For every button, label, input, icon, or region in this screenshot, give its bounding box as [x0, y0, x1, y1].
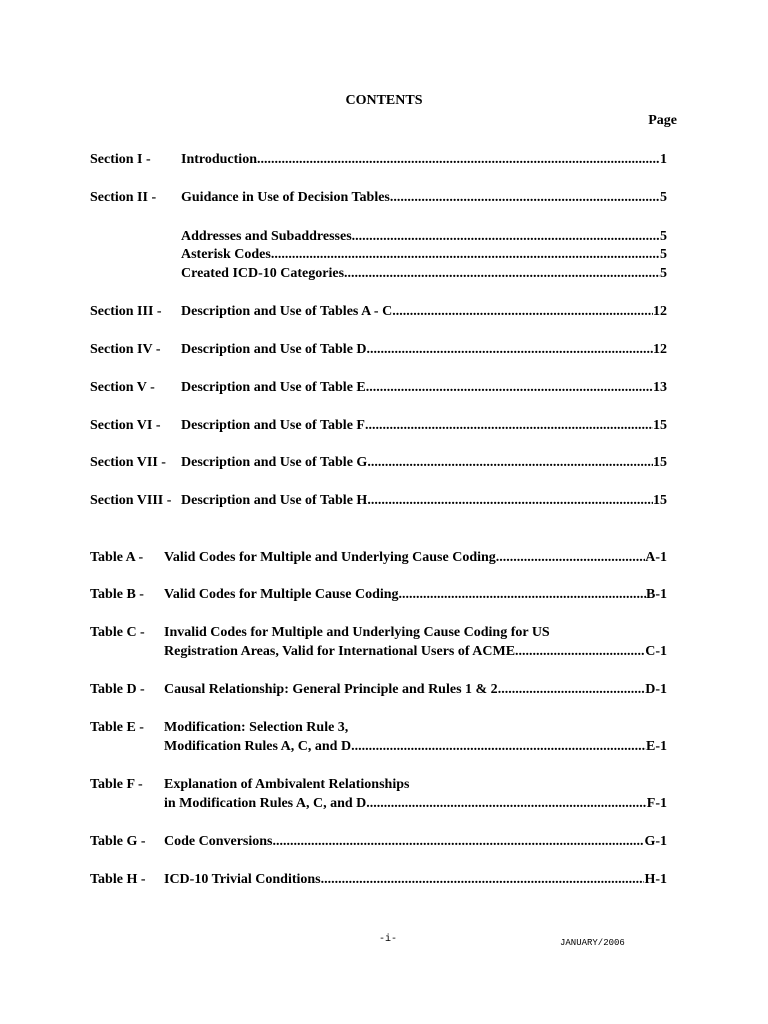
- page-number: 12: [653, 304, 667, 319]
- page-number: F-1: [646, 796, 667, 811]
- page-number: 15: [653, 493, 667, 508]
- page-number: D-1: [645, 682, 667, 697]
- table-label: Table C -: [90, 625, 145, 640]
- footer-date: JANUARY/2006: [560, 938, 625, 948]
- section-label: Section VI -: [90, 418, 161, 433]
- page-number: 5: [660, 266, 667, 281]
- toc-entry-table-f[interactable]: [90, 775, 667, 813]
- subsection-title: Addresses and Subaddresses: [181, 229, 352, 244]
- toc-entry-section-iii[interactable]: [90, 302, 667, 321]
- toc-entry-section-i[interactable]: [90, 150, 667, 169]
- toc-entry-section-vii[interactable]: [90, 453, 667, 472]
- toc-entry-table-b[interactable]: [90, 585, 667, 604]
- table-title: ICD-10 Trivial Conditions: [164, 872, 321, 887]
- leader-dots: [257, 150, 660, 169]
- section-title: Guidance in Use of Decision Tables: [181, 190, 390, 205]
- leader-dots: [498, 680, 646, 699]
- section-title: Description and Use of Tables A - C: [181, 304, 393, 319]
- contents-title: CONTENTS: [345, 93, 423, 108]
- section-title: Description and Use of Table E: [181, 380, 366, 395]
- toc-entry-table-c[interactable]: [90, 623, 667, 661]
- leader-dots: [496, 548, 645, 567]
- toc-entry-section-vi[interactable]: [90, 416, 667, 435]
- table-label: Table D -: [90, 682, 145, 697]
- section-label: [90, 264, 181, 283]
- leader-dots: [366, 794, 647, 813]
- table-label: Table G -: [90, 834, 146, 849]
- section-title: Description and Use of Table F: [181, 418, 365, 433]
- table-title-line-1: Explanation of Ambivalent Relationships: [164, 777, 410, 792]
- section-label: Section III -: [90, 304, 162, 319]
- leader-dots: [515, 642, 645, 661]
- section-title: Description and Use of Table G: [181, 455, 368, 470]
- toc-entry-table-e[interactable]: [90, 718, 667, 756]
- section-label: Section I -: [90, 152, 151, 167]
- leader-dots: [392, 302, 653, 321]
- leader-dots: [367, 340, 653, 359]
- table-label: Table F -: [90, 777, 143, 792]
- leader-dots: [390, 188, 660, 207]
- section-label: [90, 227, 181, 246]
- page-number: 15: [653, 418, 667, 433]
- table-title: in Modification Rules A, C, and D: [164, 796, 367, 811]
- table-title: Valid Codes for Multiple and Underlying Cause Coding: [164, 550, 496, 565]
- page-number: 15: [653, 455, 667, 470]
- toc-entry-section-ii[interactable]: [90, 188, 667, 207]
- section-label: Section V -: [90, 380, 155, 395]
- leader-dots: [365, 416, 653, 435]
- page-number: 12: [653, 342, 667, 357]
- table-title-line-1: Modification: Selection Rule 3,: [164, 720, 349, 735]
- leader-dots: [271, 245, 660, 264]
- section-title: Description and Use of Table D: [181, 342, 367, 357]
- section-label: Section VII -: [90, 455, 166, 470]
- page-number: B-1: [646, 587, 667, 602]
- table-label: Table B -: [90, 587, 144, 602]
- toc-entry-table-a[interactable]: [90, 548, 667, 567]
- section-label: [90, 245, 181, 264]
- leader-dots: [321, 870, 645, 889]
- page-number: 13: [653, 380, 667, 395]
- page-number: H-1: [644, 872, 667, 887]
- footer-page-number: -i-: [379, 934, 398, 945]
- toc-entry-table-g[interactable]: [90, 832, 667, 851]
- toc-subentry-created-categories[interactable]: [90, 264, 667, 283]
- table-title-line-1: Invalid Codes for Multiple and Underlying Cause Coding for US: [164, 625, 550, 640]
- page-number: 5: [660, 229, 667, 244]
- table-title: Registration Areas, Valid for International Users of ACME: [164, 644, 516, 659]
- section-label: Section II -: [90, 190, 157, 205]
- section-title: Introduction: [181, 152, 257, 167]
- toc-entry-table-h[interactable]: [90, 870, 667, 889]
- table-title: Causal Relationship: General Principle and Rules 1 & 2: [164, 682, 498, 697]
- page-column-heading: Page: [648, 113, 677, 128]
- table-label: Table A -: [90, 550, 144, 565]
- page-number: 5: [660, 190, 667, 205]
- leader-dots: [399, 585, 646, 604]
- toc-entry-section-viii[interactable]: [90, 491, 667, 510]
- page-number: G-1: [644, 834, 667, 849]
- toc-entry-section-v[interactable]: [90, 378, 667, 397]
- leader-dots: [366, 378, 653, 397]
- leader-dots: [367, 491, 653, 510]
- toc-subentry-asterisk-codes[interactable]: [90, 245, 667, 264]
- table-label: Table E -: [90, 720, 144, 735]
- section-title: Description and Use of Table H: [181, 493, 368, 508]
- subsection-title: Created ICD-10 Categories: [181, 266, 345, 281]
- leader-dots: [273, 832, 645, 851]
- table-title: Valid Codes for Multiple Cause Coding: [164, 587, 399, 602]
- page-number: 5: [660, 247, 667, 262]
- toc-subentry-addresses[interactable]: [90, 227, 667, 246]
- leader-dots: [352, 227, 660, 246]
- table-title: Modification Rules A, C, and D: [164, 739, 352, 754]
- page-number: 1: [660, 152, 667, 167]
- table-label: Table H -: [90, 872, 146, 887]
- page-number: C-1: [645, 644, 667, 659]
- leader-dots: [351, 737, 646, 756]
- section-label: Section IV -: [90, 342, 161, 357]
- table-title: Code Conversions: [164, 834, 273, 849]
- toc-entry-table-d[interactable]: [90, 680, 667, 699]
- page-number: E-1: [646, 739, 667, 754]
- subsection-title: Asterisk Codes: [181, 247, 271, 262]
- leader-dots: [344, 264, 660, 283]
- section-label: Section VIII -: [90, 493, 172, 508]
- page-number: A-1: [645, 550, 667, 565]
- toc-entry-section-iv[interactable]: [90, 340, 667, 359]
- leader-dots: [367, 453, 653, 472]
